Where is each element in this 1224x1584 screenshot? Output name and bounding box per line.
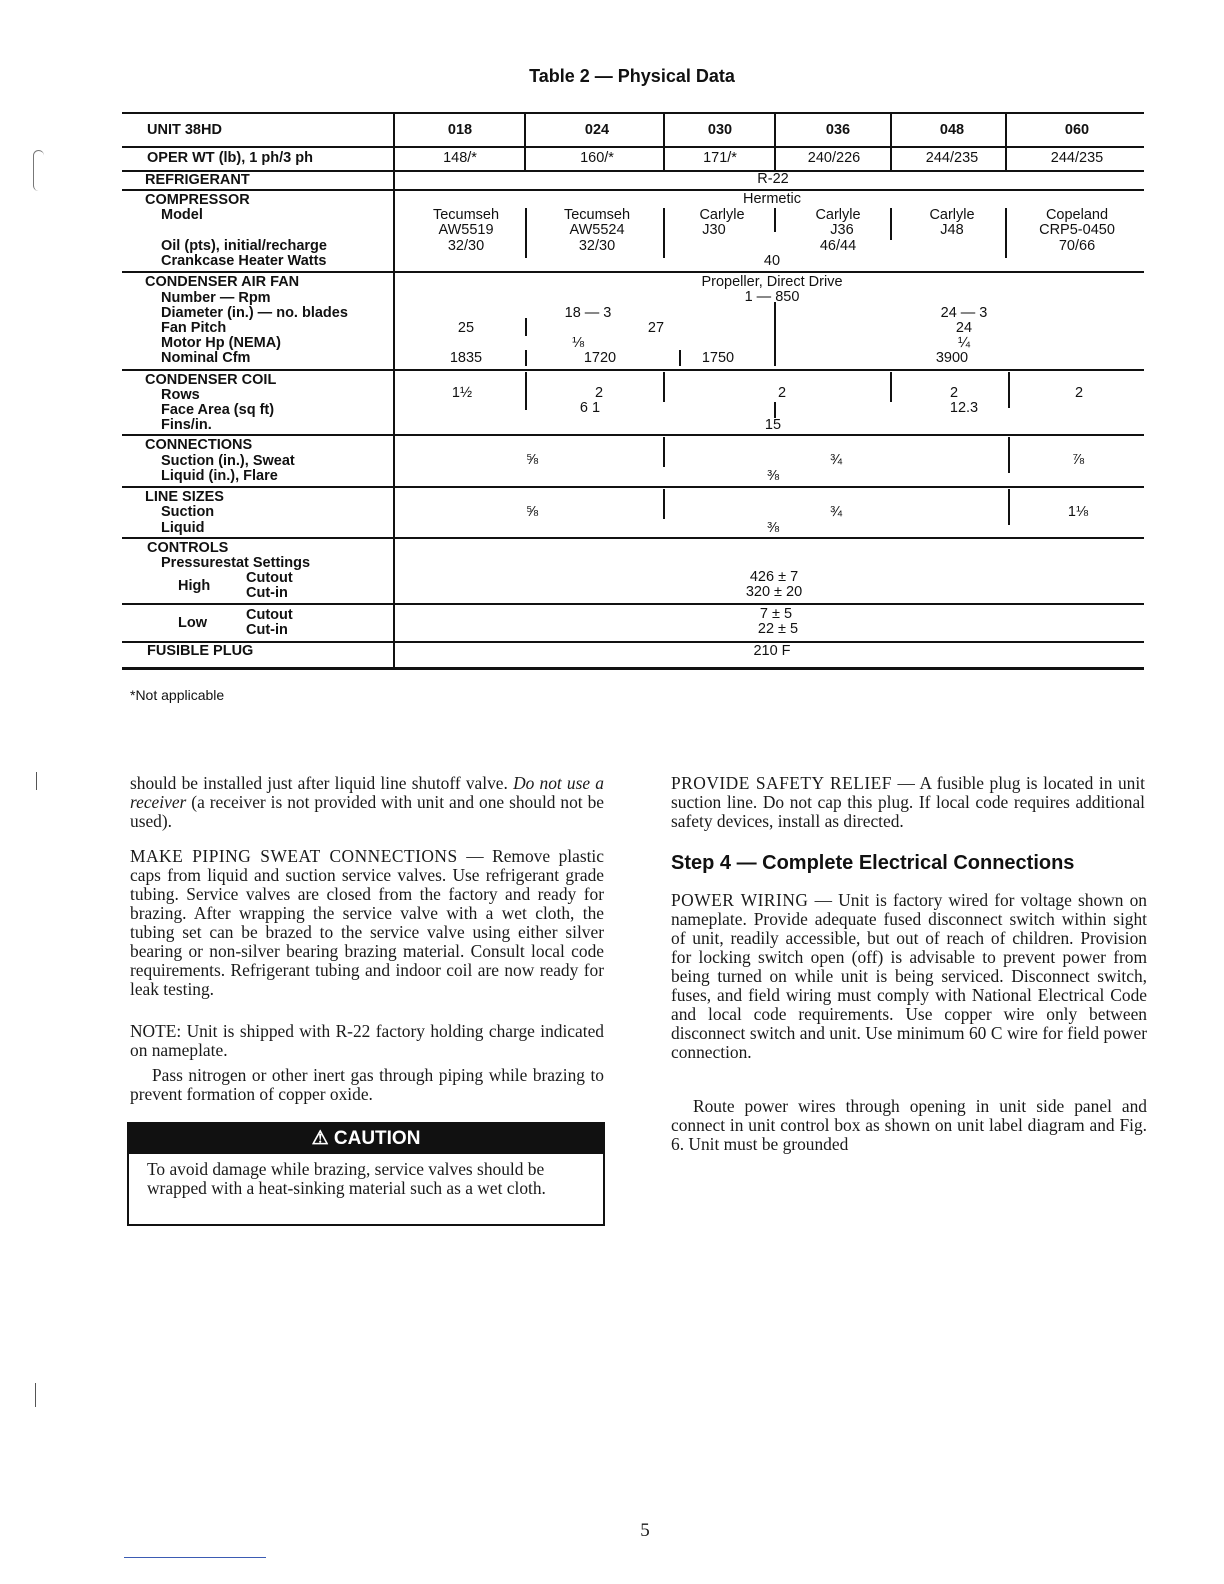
connections-suction: ⅝ — [525, 452, 539, 468]
oper-wt-value: 244/235 — [925, 150, 979, 166]
high-label: High — [178, 578, 211, 594]
fan-pitch: 27 — [647, 320, 665, 336]
unit-036: 036 — [825, 122, 851, 138]
coil-fins: 15 — [764, 417, 782, 433]
coil-row-label: Face Area (sq ft) — [161, 402, 275, 418]
row-rule — [122, 641, 1144, 643]
column-rule — [1008, 372, 1010, 408]
unit-048: 048 — [939, 122, 965, 138]
compressor-make: Tecumseh — [563, 207, 631, 223]
sweat-connections-paragraph — [130, 847, 604, 999]
compressor-model: J36 — [830, 222, 854, 238]
row-rule — [122, 434, 1144, 436]
line-sizes-suction: ¾ — [829, 504, 843, 520]
column-rule — [890, 114, 892, 170]
column-rule — [663, 208, 665, 258]
fusible-plug-label: FUSIBLE PLUG — [147, 643, 254, 659]
column-rule — [524, 114, 526, 170]
fan-label: CONDENSER AIR FAN — [145, 274, 300, 290]
column-rule — [1008, 489, 1010, 525]
low-cutin-label: Cut-in — [246, 622, 288, 638]
caution-text: To avoid damage while brazing, service valves should be wrapped with a heat-sinking material such as a wet cloth. — [147, 1159, 546, 1198]
fan-cfm: 1720 — [583, 350, 617, 366]
fan-row-label: Motor Hp (NEMA) — [161, 335, 282, 351]
column-rule — [1005, 114, 1007, 170]
compressor-oil: 32/30 — [447, 238, 485, 254]
pressurestat-label: Pressurestat Settings — [161, 555, 311, 571]
text-run: (a receiver is not provided with unit and one should not be used). — [130, 792, 604, 831]
fan-diameter: 24 — 3 — [940, 305, 988, 321]
compressor-model: AW5524 — [569, 222, 625, 238]
column-rule — [679, 350, 681, 366]
column-rule — [663, 372, 665, 402]
unit-030: 030 — [707, 122, 733, 138]
compressor-heater-label: Crankcase Heater Watts — [161, 253, 327, 269]
coil-label: CONDENSER COIL — [145, 372, 277, 388]
paragraph-heading: PROVIDE SAFETY RELIEF — [671, 773, 892, 793]
column-rule — [890, 208, 892, 240]
text-run: — A fusible plug is located in unit suction line. Do not cap this plug. If local code requires additional safety devices, install as directed. — [671, 773, 1145, 831]
fan-motor-hp: ⅛ — [571, 335, 585, 351]
column-rule — [1008, 437, 1010, 473]
compressor-model: J48 — [940, 222, 964, 238]
compressor-make: Carlyle — [699, 207, 745, 223]
scan-mark — [33, 150, 44, 191]
fan-row-label: Fan Pitch — [161, 320, 227, 336]
connections-suction: ¾ — [829, 452, 843, 468]
table-title: Table 2 — Physical Data — [529, 66, 735, 86]
fan-cfm: 3900 — [935, 350, 969, 366]
compressor-make: Carlyle — [929, 207, 975, 223]
coil-rows: 1½ — [451, 385, 473, 401]
fan-diameter: 18 — 3 — [564, 305, 612, 321]
oper-wt-value: 148/* — [443, 150, 477, 166]
text-run: — Remove plastic caps from liquid and suction service valves. Use refrigerant grade tubing. Service valves are closed from the factory and ready for brazing. After wrapping the service valve with a wet cloth, the tubing set can be brazed to the service valve using either silver bearing or non-silver bearing brazing material. Consult local code requirements. Refrigerant tubing and indoor coil are now ready for leak testing. — [130, 846, 604, 999]
low-cutout-label: Cutout — [246, 607, 293, 623]
caution-title: ⚠ CAUTION — [129, 1124, 603, 1154]
line-sizes-row-label: Suction — [161, 504, 215, 520]
fan-cfm: 1750 — [701, 350, 735, 366]
paragraph-heading: MAKE PIPING SWEAT CONNECTIONS — [130, 846, 458, 866]
text-run: — Unit is factory wired for voltage shown on nameplate. Provide adequate fused disconnect switch within sight of unit, readily accessible, but out of reach of children. Provision for locking switch open (off) is advisable to prevent power from being turned on while unit is being serviced. Disconnect switch, fuses, and field wiring must comply with National Electrical Code and local code requirements. Use copper wire only between disconnect switch and unit. Use minimum 60 C wire for field power connection. — [671, 890, 1147, 1062]
row-rule — [122, 189, 1144, 191]
scan-mark — [36, 772, 37, 790]
connections-row-label: Liquid (in.), Flare — [161, 468, 278, 484]
refrigerant-value: R-22 — [757, 171, 789, 187]
compressor-model-label: Model — [161, 207, 203, 223]
fan-type: Propeller, Direct Drive — [701, 274, 843, 290]
row-rule — [122, 170, 1144, 172]
coil-face-area: 6 1 — [579, 400, 601, 416]
low-cutin-value: 22 ± 5 — [757, 621, 799, 637]
fan-row-label: Nominal Cfm — [161, 350, 251, 366]
compressor-model: CRP5-0450 — [1039, 222, 1115, 238]
compressor-make: Tecumseh — [432, 207, 500, 223]
label-column-rule — [393, 114, 395, 668]
coil-face-area: 12.3 — [949, 400, 979, 416]
text-run: should be installed just after liquid line shutoff valve. — [130, 773, 508, 793]
caution-box — [127, 1122, 605, 1226]
high-cutout-value: 426 ± 7 — [749, 569, 799, 585]
page-number: 5 — [640, 1520, 650, 1541]
line-sizes-row-label: Liquid — [161, 520, 205, 536]
unit-060: 060 — [1064, 122, 1090, 138]
oper-wt-label: OPER WT (lb), 1 ph/3 ph — [147, 150, 313, 166]
column-rule — [774, 114, 776, 170]
footer-rule — [124, 1557, 266, 1558]
oper-wt-value: 160/* — [580, 150, 614, 166]
fan-rpm: 1 — 850 — [744, 289, 800, 305]
connections-row-label: Suction (in.), Sweat — [161, 453, 295, 469]
step-4-heading: Step 4 — Complete Electrical Connections — [671, 852, 1075, 874]
line-sizes-label: LINE SIZES — [145, 489, 224, 505]
column-rule — [663, 489, 665, 519]
fan-pitch: 24 — [955, 320, 973, 336]
fan-row-label: Diameter (in.) — no. blades — [161, 305, 348, 321]
table-bottom-rule — [122, 667, 1144, 670]
emphasis-text: Do not use a receiver — [130, 773, 604, 812]
coil-row-label: Rows — [161, 387, 200, 403]
compressor-label: COMPRESSOR — [145, 192, 250, 208]
row-rule — [122, 537, 1144, 539]
oper-wt-value: 240/226 — [807, 150, 861, 166]
coil-rows: 2 — [594, 385, 604, 401]
row-rule — [122, 369, 1144, 371]
liquid-line-paragraph — [130, 774, 604, 831]
route-power-paragraph: Route power wires through opening in unit side panel and connect in unit control box as shown on unit label diagram and Fig. 6. Unit must be grounded — [671, 1096, 1147, 1154]
fan-cfm: 1835 — [449, 350, 483, 366]
line-sizes-liquid: ⅜ — [766, 520, 780, 536]
scan-mark — [35, 1383, 36, 1407]
line-sizes-suction: 1⅛ — [1067, 504, 1089, 520]
compressor-oil: 70/66 — [1058, 238, 1096, 254]
compressor-model: J30 — [702, 222, 726, 238]
high-cutin-value: 320 ± 20 — [745, 584, 803, 600]
column-rule — [525, 372, 527, 410]
column-rule — [663, 114, 665, 170]
column-rule — [890, 372, 892, 402]
compressor-oil: 46/44 — [819, 238, 857, 254]
power-wiring-paragraph — [671, 891, 1147, 1062]
column-rule — [525, 350, 527, 366]
safety-relief-paragraph — [671, 774, 1145, 831]
refrigerant-label: REFRIGERANT — [145, 172, 250, 188]
compressor-model: AW5519 — [438, 222, 494, 238]
nitrogen-paragraph: Pass nitrogen or other inert gas through piping while brazing to prevent formation of copper oxide. — [130, 1065, 604, 1104]
compressor-make: Copeland — [1045, 207, 1109, 223]
compressor-type: Hermetic — [742, 191, 802, 207]
paragraph-heading: POWER WIRING — [671, 890, 809, 910]
column-rule — [525, 208, 527, 258]
column-rule — [1005, 208, 1007, 258]
coil-rows: 2 — [777, 385, 787, 401]
fusible-plug-value: 210 F — [753, 643, 791, 659]
high-cutin-label: Cut-in — [246, 585, 288, 601]
compressor-oil-label: Oil (pts), initial/recharge — [161, 238, 327, 254]
note-paragraph: NOTE: Unit is shipped with R-22 factory holding charge indicated on nameplate. — [130, 1021, 604, 1060]
oper-wt-value: 171/* — [703, 150, 737, 166]
row-rule — [122, 146, 1144, 148]
unit-header-label: UNIT 38HD — [147, 122, 222, 138]
unit-018: 018 — [447, 122, 473, 138]
column-rule — [774, 402, 776, 418]
connections-suction: ⅞ — [1071, 452, 1085, 468]
line-sizes-suction: ⅝ — [525, 504, 539, 520]
connections-label: CONNECTIONS — [145, 437, 253, 453]
connections-liquid: ⅜ — [766, 468, 780, 484]
column-rule — [774, 302, 776, 366]
row-rule — [122, 603, 1144, 605]
compressor-heater: 40 — [763, 253, 781, 269]
compressor-make: Carlyle — [815, 207, 861, 223]
column-rule — [663, 437, 665, 467]
table-top-rule — [122, 112, 1144, 114]
coil-rows: 2 — [949, 385, 959, 401]
low-label: Low — [178, 615, 207, 631]
coil-row-label: Fins/in. — [161, 417, 212, 433]
table-footnote: *Not applicable — [130, 687, 225, 703]
controls-label: CONTROLS — [147, 540, 229, 556]
row-rule — [122, 486, 1144, 488]
unit-024: 024 — [584, 122, 610, 138]
low-cutout-value: 7 ± 5 — [759, 606, 793, 622]
fan-pitch: 25 — [457, 320, 475, 336]
fan-motor-hp: ¼ — [957, 335, 971, 351]
high-cutout-label: Cutout — [246, 570, 293, 586]
column-rule — [774, 208, 776, 232]
fan-row-label: Number — Rpm — [161, 290, 271, 306]
column-rule — [525, 318, 527, 336]
oper-wt-value: 244/235 — [1050, 150, 1104, 166]
coil-rows: 2 — [1074, 385, 1084, 401]
row-rule — [122, 271, 1144, 273]
compressor-oil: 32/30 — [578, 238, 616, 254]
